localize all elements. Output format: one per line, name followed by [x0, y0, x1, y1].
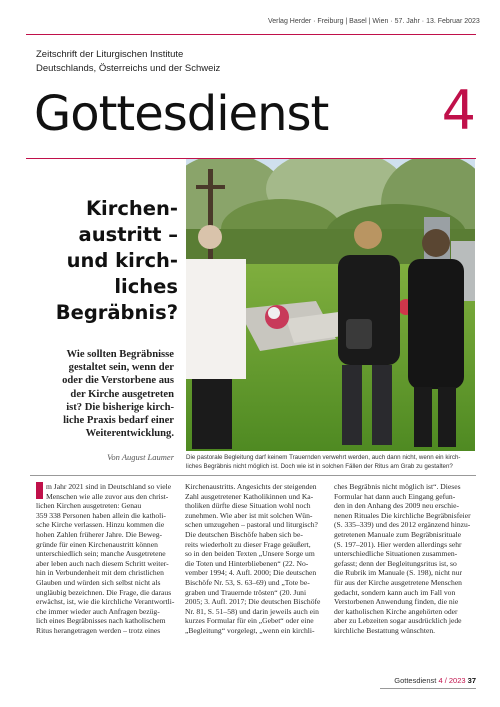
publisher-line: Verlag Herder · Freiburg | Basel | Wien · 57. Jahr · 13. Februar 2023 — [268, 18, 480, 25]
body-line: hohen Zahlen früherer Jahre. Die Beweg- — [36, 529, 163, 539]
body-line: hin in Verbundenheit mit dem christlichen — [36, 568, 164, 578]
body-line: die Toten und Hinterbliebenen“ (22. No- — [185, 558, 309, 568]
article-lede — [40, 348, 174, 440]
body-line: (S. 197–201). Hier werden allerdings sehr — [334, 539, 462, 549]
body-line: kurzes Formular für ein „Gebet“ oder eine — [185, 616, 314, 626]
page-number: 37 — [467, 676, 476, 685]
footer-journal: Gottesdienst — [394, 676, 437, 685]
body-line: aber leben auch nach diesem Schritt weiter- — [36, 558, 169, 568]
body-line: „Begleitung“ vorgelegt, „wenn ein kirchli- — [185, 625, 315, 635]
body-line: aber zu Lebzeiten sogar ausdrücklich jede — [334, 616, 462, 626]
body-line: Verstorbenen Anwendung finden, die nie — [334, 597, 459, 607]
body-line: unterschiedlich sein; manche Ausgetretene — [36, 549, 166, 559]
body-line: Glauben und würden sich selbst nicht als — [36, 577, 161, 587]
journal-title: Gottesdienst — [34, 86, 329, 142]
body-line: vember 1994; 4. Aufl. 2000; Die deutschen — [185, 568, 317, 578]
body-line: reits wiederholt zu dieser Frage geäußert, — [185, 539, 311, 549]
journal-subtitle-line-2: Deutschlands, Österreichs und der Schweiz — [36, 63, 221, 74]
body-line: lich eines Begräbnisses nach katholischem — [36, 616, 166, 626]
body-line: kirchliche Bestattung wünschten. — [334, 625, 436, 635]
photo-caption — [186, 454, 475, 471]
body-line: m Jahr 2021 sind in Deutschland so viele — [46, 482, 172, 491]
headline-line: und kirch- — [66, 249, 178, 272]
cemetery-photo — [186, 159, 475, 451]
body-line: lichen Kirchen ausgetreten: Genau — [36, 501, 142, 511]
body-line: der katholischen Kirche angehörten oder — [334, 606, 458, 616]
lede-line: Weiterentwicklung. — [85, 428, 174, 440]
article-byline: Von August Laumer — [107, 452, 174, 462]
body-line: die Rubrik im Manuale (S. 198), nicht nur — [334, 568, 463, 578]
body-line: 359 338 Personen haben allein die katholi- — [36, 510, 166, 520]
body-line: 2005; 3. Aufl. 2017; Die deutschen Bischöfe — [185, 597, 321, 607]
body-column-3 — [334, 482, 472, 636]
body-line: gedacht, sondern kann auch im Fall von — [334, 587, 456, 597]
headline-line: austritt – — [78, 223, 178, 246]
body-line: gefasst; denn der Begleitungsritus ist, so — [334, 558, 457, 568]
body-line: Nr. 81, S. 51–58) und darin jeweils auch ein — [185, 606, 319, 616]
body-line: ches Begräbnis nicht möglich ist“. Dieses — [334, 482, 461, 491]
lede-line: oder die Verstorbene aus — [62, 375, 174, 387]
body-line: getretenen Manuale zum Begräbnisrituale — [334, 529, 462, 539]
journal-subtitle — [36, 48, 366, 76]
body-column-2 — [185, 482, 323, 636]
body-line: nenen Rituales Die kirchliche Begräbnisfeier — [334, 510, 471, 520]
body-column-1 — [36, 482, 174, 636]
body-line: ungläubig bezeichnen. Die Frage, die daraus — [36, 587, 172, 597]
issue-number: 4 — [441, 79, 476, 142]
lede-line: Wie sollten Begräbnisse — [66, 349, 174, 360]
top-rule — [26, 34, 476, 35]
body-rule — [30, 475, 476, 476]
body-line: graben und Trauernde trösten“ (20. Juni — [185, 587, 307, 597]
article-headline — [28, 196, 178, 326]
body-line: sche Kirche verlassen. Hinzu kommen die — [36, 520, 165, 530]
footer-rule — [380, 688, 476, 689]
body-line: Kirchenaustritts. Angesichts der steigenden — [185, 482, 317, 491]
body-line: Formular hat dann auch Eingang gefun- — [334, 491, 456, 501]
headline-line: liches — [114, 275, 178, 298]
body-line: Menschen wie alle zuvor aus den christ- — [46, 491, 169, 501]
body-line: Die deutschen Bischöfe haben sich be- — [185, 529, 303, 539]
page-footer — [380, 676, 476, 685]
body-line: schen umzugehen – pastoral und liturgisch? — [185, 520, 318, 530]
lede-line: ist? Die bisherige kirch- — [66, 401, 174, 413]
body-line: che immer wieder auch Anfragen bezüg- — [36, 606, 160, 616]
lede-line: der Kirche ausgetreten — [70, 388, 174, 400]
body-line: Bischöfe Nr. 53, S. 63–69) und „Tote be- — [185, 577, 310, 587]
body-line: unterschiedliche Situationen zusammen- — [334, 549, 458, 559]
body-line: Ritus herangetragen werden – trotz eines — [36, 625, 161, 635]
body-line: für aus der Kirche ausgetretene Menschen — [334, 577, 462, 587]
body-line: (S. 335–339) und des 2012 ergänzend hinzu- — [334, 520, 471, 530]
lede-line: liche Praxis bedarf einer — [63, 415, 174, 427]
headline-line: Kirchen- — [85, 197, 178, 220]
body-line: den in den Anhang des 2009 neu erschie- — [334, 501, 460, 511]
headline-line: Begräbnis? — [55, 301, 178, 324]
lede-line: gestaltet sein, wenn der — [68, 362, 174, 374]
caption-line: Die pastorale Begleitung darf keinem Trauernden verwehrt werden, auch dann nicht, wenn ein kirch- — [186, 454, 461, 461]
body-line: zunehmen. Wie aber ist mit solchen Wün- — [185, 510, 313, 520]
body-line: so in den beiden Texten „Unsere Sorge um — [185, 549, 315, 559]
body-line: tholiken dürfte diese Situation wohl noch — [185, 501, 311, 511]
body-line: gründe für einen Kirchenaustritt können — [36, 539, 158, 549]
body-line: Zahl ausgetretener Katholikinnen und Ka- — [185, 491, 314, 501]
footer-issue: 4 / 2023 — [438, 676, 466, 685]
body-line: erwächst, ist, wie die kirchliche Verantwortli- — [36, 597, 175, 607]
journal-subtitle-line-1: Zeitschrift der Liturgischen Institute — [36, 49, 184, 60]
caption-line: liches Begräbnis nicht möglich ist. Doch wie ist in solchen Fällen der Ritus am Grab zu gestalten? — [186, 462, 453, 470]
